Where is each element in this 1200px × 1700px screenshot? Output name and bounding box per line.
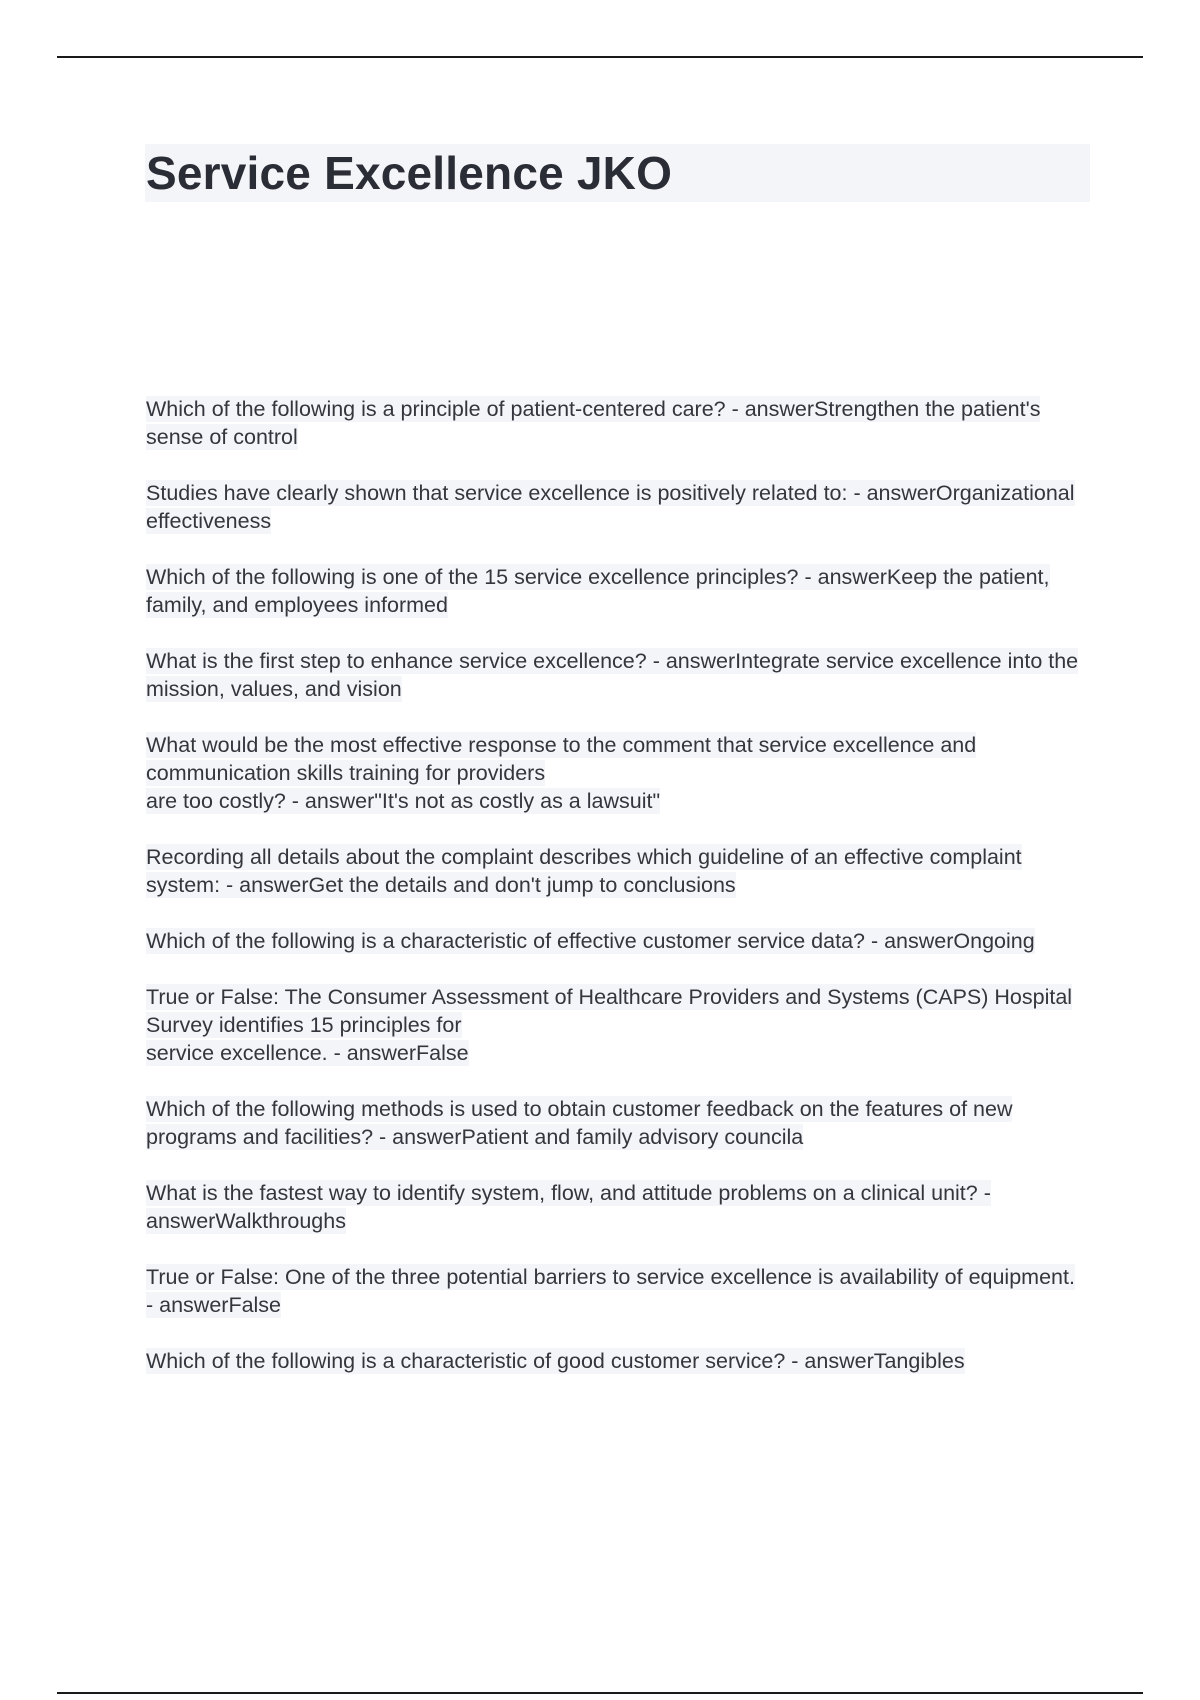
page-title: Service Excellence JKO bbox=[146, 147, 673, 199]
qa-text: Which of the following methods is used to obtain customer feedback on the features of new programs and facilities? - answerPatient and family advisory councila bbox=[146, 1097, 1013, 1149]
qa-item bbox=[146, 1179, 1086, 1235]
qa-item bbox=[146, 563, 1086, 619]
qa-item bbox=[146, 1347, 1086, 1375]
qa-text: True or False: One of the three potential barriers to service excellence is availability of equipment. - answerFalse bbox=[146, 1265, 1075, 1317]
qa-item bbox=[146, 1263, 1086, 1319]
qa-text: What would be the most effective response to the comment that service excellence and communication skills training for providers are too costly? - answer"It's not as costly as a lawsuit" bbox=[146, 733, 977, 813]
qa-text: Studies have clearly shown that service excellence is positively related to: - answerOrganizational effectiveness bbox=[146, 481, 1075, 533]
qa-text: True or False: The Consumer Assessment of Healthcare Providers and Systems (CAPS) Hospital Survey identifies 15 principles for service excellence. - answerFalse bbox=[146, 985, 1073, 1065]
qa-text: Which of the following is a principle of patient-centered care? - answerStrengthen the patient's sense of control bbox=[146, 397, 1041, 449]
qa-text: Recording all details about the complaint describes which guideline of an effective complaint system: - answerGet the details and don't jump to conclusions bbox=[146, 845, 1022, 897]
qa-item bbox=[146, 731, 1086, 815]
qa-item bbox=[146, 647, 1086, 703]
qa-item bbox=[146, 927, 1086, 955]
qa-item bbox=[146, 983, 1086, 1067]
qa-text: What is the fastest way to identify system, flow, and attitude problems on a clinical unit? - answerWalkthroughs bbox=[146, 1181, 991, 1233]
qa-list bbox=[146, 395, 1086, 1403]
top-rule bbox=[57, 56, 1143, 58]
qa-text: Which of the following is a characteristic of effective customer service data? - answerOngoing bbox=[146, 929, 1035, 953]
qa-item bbox=[146, 395, 1086, 451]
qa-item bbox=[146, 1095, 1086, 1151]
qa-text: Which of the following is a characteristic of good customer service? - answerTangibles bbox=[146, 1349, 965, 1373]
qa-item bbox=[146, 479, 1086, 535]
qa-item bbox=[146, 843, 1086, 899]
bottom-rule bbox=[57, 1692, 1143, 1694]
qa-text: Which of the following is one of the 15 service excellence principles? - answerKeep the patient, family, and employees informed bbox=[146, 565, 1050, 617]
qa-text: What is the first step to enhance service excellence? - answerIntegrate service excellence into the mission, values, and vision bbox=[146, 649, 1079, 701]
